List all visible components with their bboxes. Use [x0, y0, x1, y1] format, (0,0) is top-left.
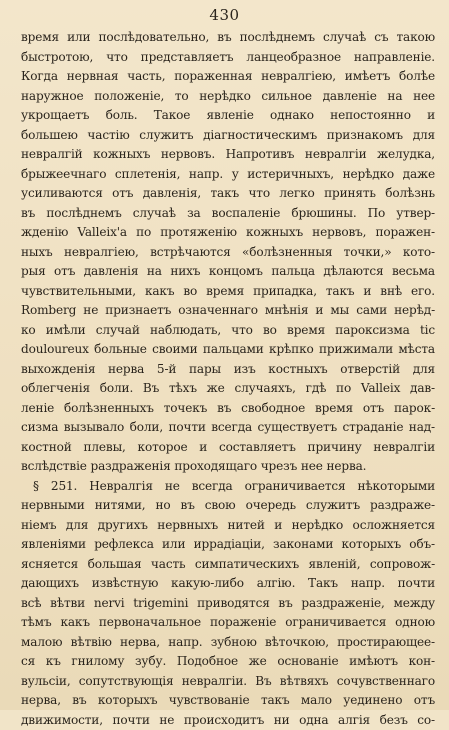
- text-line: дающихъ извѣстную какую-либо алгію. Такъ напр. почти: [21, 574, 435, 594]
- text-line: большею частію служитъ діагностическимъ признакомъ для: [21, 126, 435, 146]
- text-line: Когда нервная часть, пораженная невралгіею, имѣетъ болѣе: [21, 67, 435, 87]
- text-line: ніемъ для другихъ нервныхъ нитей и нерѣдко осложняется: [21, 516, 435, 536]
- text-line: выхожденія нерва 5-й пары изъ костныхъ отверстій для: [21, 360, 435, 380]
- text-line: брыжеечнаго сплетенія, напр. у истеричныхъ, нерѣдко даже: [21, 165, 435, 185]
- text-line: жденію Valleix'а по протяженію кожныхъ нервовъ, поражен-: [21, 223, 435, 243]
- text-line: явленіями рефлекса или иррадіаціи, законами которыхъ объ-: [21, 535, 435, 555]
- text-line: леніе болѣзненныхъ точекъ въ свободное время отъ парок-: [21, 399, 435, 419]
- body-text: [21, 28, 435, 730]
- text-line: вульсіи, сопутствующія невралгіи. Въ вѣтвяхъ сочувственнаго: [21, 672, 435, 692]
- section-251-first-line: § 251. Невралгія не всегда ограничивается нѣкоторыми: [21, 477, 435, 497]
- text-line: Romberg не признаетъ означеннаго мнѣнія и мы сами нерѣд-: [21, 301, 435, 321]
- page-number: 430: [0, 6, 449, 24]
- text-line: чувствительными, какъ во время припадка, такъ и внѣ его.: [21, 282, 435, 302]
- text-line: ясняется большая часть симпатическихъ явленій, сопровож-: [21, 555, 435, 575]
- text-line: ныхъ невралгіею, встрѣчаются «болѣзненныя точки,» кото-: [21, 243, 435, 263]
- text-line: сизма вызывало боли, почти всегда существуетъ страданіе над-: [21, 418, 435, 438]
- text-line: тѣмъ какъ первоначальное пораженіе ограничивается одною: [21, 613, 435, 633]
- text-line: усиливаются отъ давленія, такъ что легко принять болѣзнь: [21, 184, 435, 204]
- text-line: невралгій кожныхъ нервовъ. Напротивъ невралгіи желудка,: [21, 145, 435, 165]
- text-line: малою вѣтвію нерва, напр. зубною вѣточкою, простирающее-: [21, 633, 435, 653]
- text-line: нервными нитями, но въ свою очередь служитъ раздраже-: [21, 496, 435, 516]
- text-line: костной плевы, которое и составляетъ причину невралгіи: [21, 438, 435, 458]
- text-line: douloureux больные своими пальцами крѣпко прижимали мѣста: [21, 340, 435, 360]
- text-line: время или послѣдовательно, въ послѣднемъ случаѣ съ такою: [21, 28, 435, 48]
- paragraph-end-line: вслѣдствіе раздраженія проходящаго чрезъ нее нерва.: [21, 457, 435, 477]
- text-line: ся къ гнилому зубу. Подобное же основаніе имѣютъ кон-: [21, 652, 435, 672]
- text-line: укрощаетъ боль. Такое явленіе однако непостоянно и: [21, 106, 435, 126]
- text-line: рыя отъ давленія на нихъ концомъ пальца дѣлаются весьма: [21, 262, 435, 282]
- text-line: нерва, въ которыхъ чувствованіе такъ мало уединено отъ: [21, 691, 435, 711]
- text-line: быстротою, что представляетъ ланцеобразное направленіе.: [21, 48, 435, 68]
- text-line: въ послѣднемъ случаѣ за воспаленіе брюшины. По утвер-: [21, 204, 435, 224]
- text-line: облегченія боли. Въ тѣхъ же случаяхъ, гдѣ по Valleix дав-: [21, 379, 435, 399]
- text-line: ко имѣли случай наблюдать, что во время пароксизма tic: [21, 321, 435, 341]
- text-line: всѣ вѣтви nervi trigemini приводятся въ раздраженіе, между: [21, 594, 435, 614]
- text-line: наружное положеніе, то нерѣдко сильное давленіе на нее: [21, 87, 435, 107]
- text-line: движимости, почти не происходитъ ни одна алгія безъ со-: [21, 711, 435, 730]
